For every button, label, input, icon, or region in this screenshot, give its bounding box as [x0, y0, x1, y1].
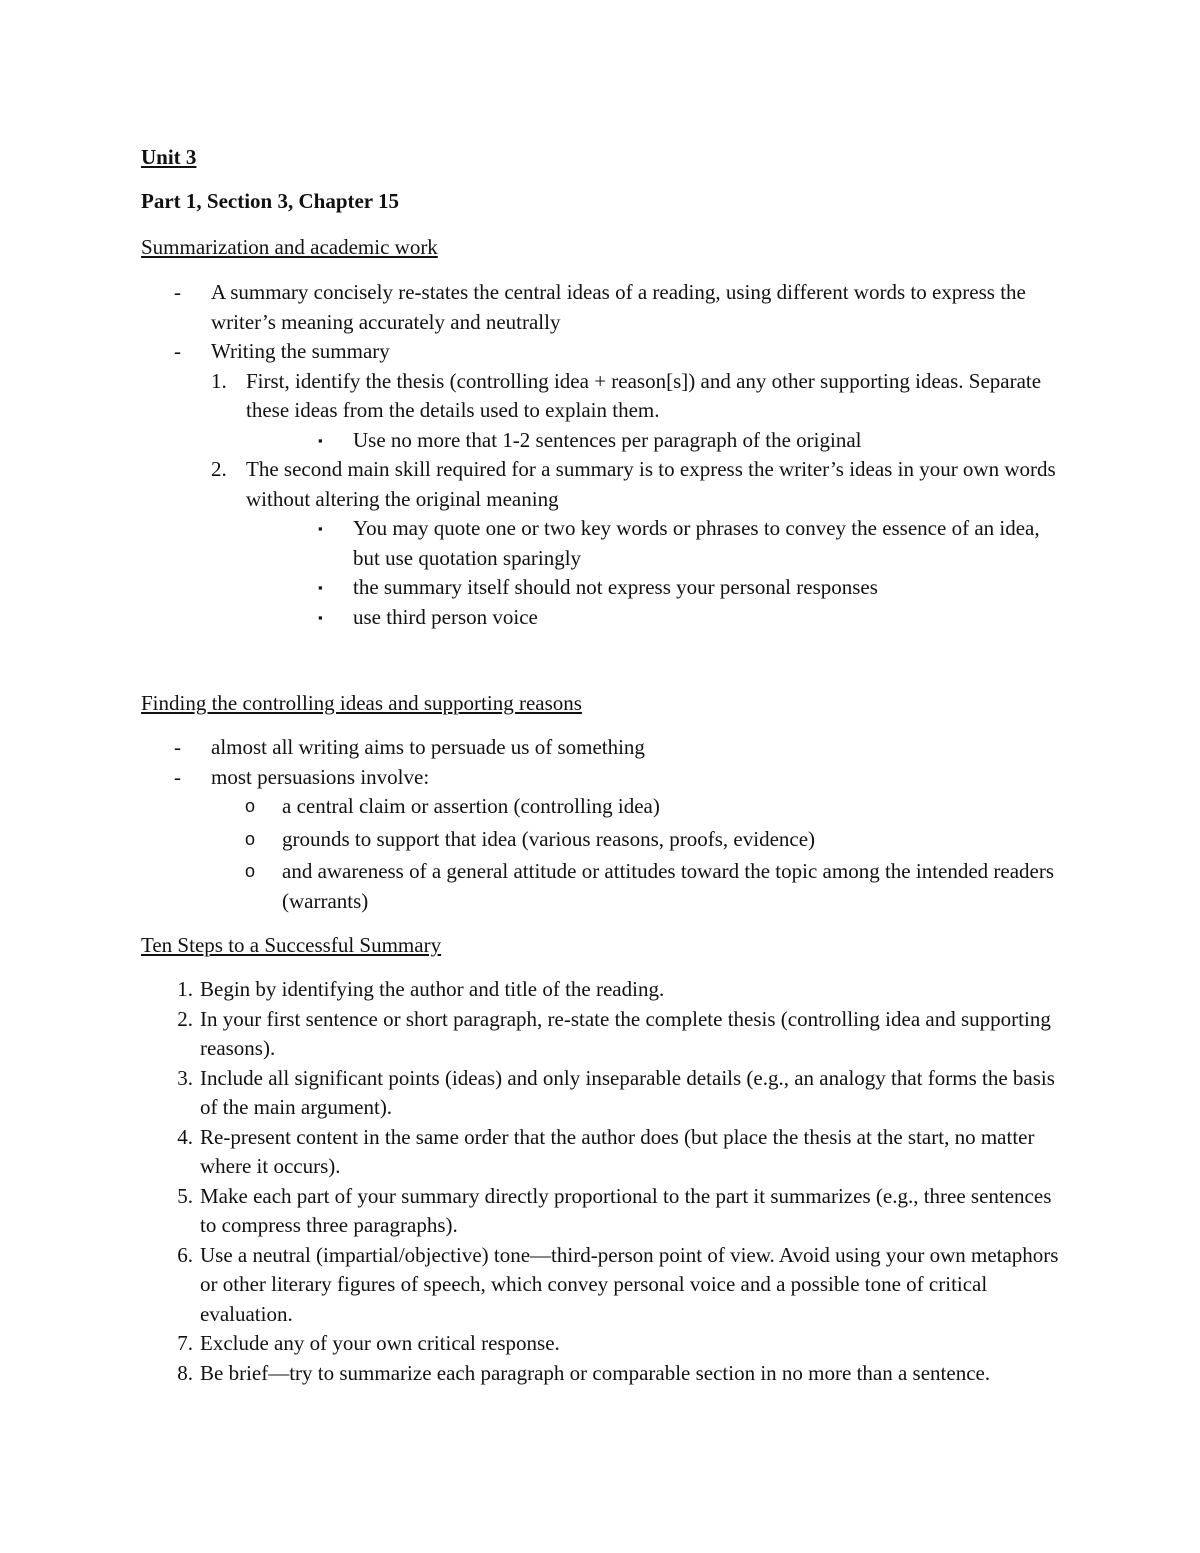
list-item-text: You may quote one or two key words or phrases to convey the essence of an idea, but use quotation sparingly: [353, 516, 1040, 570]
list-item-text: use third person voice: [353, 604, 538, 629]
controlling-ideas-list: [174, 733, 1061, 916]
list-item-text: Begin by identifying the author and title of the reading.: [200, 977, 665, 1001]
list-item-text: In your first sentence or short paragraph, re-state the complete thesis (controlling idea and supporting reasons).: [200, 1006, 1051, 1060]
list-item: [245, 792, 1061, 822]
list-item-text: grounds to support that idea (various reasons, proofs, evidence): [282, 826, 816, 851]
list-item-text: Use no more that 1-2 sentences per paragraph of the original: [353, 427, 862, 452]
list-item-text: Include all significant points (ideas) and only inseparable details (e.g., an analogy that forms the basis of the main argument).: [200, 1065, 1055, 1119]
list-item: [177, 975, 1060, 1005]
section-heading-controlling-ideas: Finding the controlling ideas and supporting reasons: [141, 691, 582, 715]
unit-title: Unit 3: [141, 145, 197, 169]
list-item-text: A summary concisely re-states the central ideas of a reading, using different words to express the writer’s meaning accurately and neutrally: [211, 280, 1026, 334]
list-item: [318, 426, 1061, 456]
list-item: [177, 1241, 1060, 1330]
list-item-text: Be brief—try to summarize each paragraph or comparable section in no more than a sentence.: [200, 1360, 991, 1385]
list-item-text: Re-present content in the same order that the author does (but place the thesis at the start, no matter where it occurs).: [200, 1124, 1035, 1178]
dash-marker: -: [174, 339, 181, 363]
sub-list: [246, 426, 1061, 456]
circle-bullet-icon: o: [245, 828, 256, 849]
number-marker: 4.: [177, 1124, 193, 1149]
number-marker: 7.: [177, 1331, 193, 1355]
list-item: [177, 1005, 1060, 1064]
list-item: [174, 763, 1061, 917]
ten-steps-list: [177, 975, 1060, 1388]
dash-marker: -: [174, 764, 181, 789]
list-item: [174, 337, 1061, 632]
summarization-list: [174, 278, 1061, 632]
sub-list: [246, 514, 1061, 632]
square-bullet-icon: ▪: [318, 609, 323, 625]
number-marker: 1.: [177, 977, 193, 1001]
square-bullet-icon: ▪: [318, 580, 323, 595]
list-item-text: Writing the summary: [211, 339, 390, 363]
square-bullet-icon: ▪: [318, 432, 323, 448]
list-item-text: almost all writing aims to persuade us of something: [211, 735, 645, 759]
list-item-text: Use a neutral (impartial/objective) tone—third-person point of view. Avoid using your own metaphors or other literary figures of speech, which convey personal voice and a possible tone of critical evaluation.: [200, 1242, 1059, 1326]
square-bullet-icon: ▪: [318, 521, 323, 536]
section-heading-ten-steps: Ten Steps to a Successful Summary: [141, 933, 442, 957]
circle-bullet-icon: o: [245, 796, 256, 816]
list-item: [211, 455, 1061, 632]
list-item: [177, 1182, 1060, 1241]
number-marker: 1.: [211, 368, 227, 393]
list-item: [211, 367, 1061, 456]
number-marker: 8.: [177, 1360, 193, 1385]
circle-bullet-icon: o: [245, 861, 256, 881]
list-item: [318, 603, 1061, 633]
list-item: [245, 857, 1061, 916]
part-title: Part 1, Section 3, Chapter 15: [141, 189, 399, 213]
list-item: [177, 1064, 1060, 1123]
number-marker: 5.: [177, 1183, 193, 1208]
list-item: [318, 573, 1061, 603]
list-item: [177, 1329, 1060, 1359]
list-item: [318, 514, 1061, 573]
number-marker: 2.: [211, 457, 227, 481]
persuasion-parts-list: [211, 792, 1061, 916]
list-item-text: a central claim or assertion (controlling idea): [282, 794, 660, 818]
list-item: [174, 733, 1061, 763]
list-item: [174, 278, 1061, 337]
list-item: [177, 1123, 1060, 1182]
section-heading-summarization: Summarization and academic work: [141, 235, 438, 259]
writing-steps-list: [211, 367, 1061, 633]
number-marker: 2.: [177, 1006, 193, 1031]
list-item-text: The second main skill required for a summary is to express the writer’s ideas in your own words without altering the original meaning: [246, 457, 1056, 511]
list-item: [245, 825, 1061, 855]
dash-marker: -: [174, 735, 181, 759]
list-item-text: and awareness of a general attitude or attitudes toward the topic among the intended readers (warrants): [282, 859, 1055, 913]
list-item-text: most persuasions involve:: [211, 764, 430, 789]
list-item-text: First, identify the thesis (controlling idea + reason[s]) and any other supporting ideas. Separate these ideas from the details used to explain them.: [246, 368, 1042, 422]
dash-marker: -: [174, 280, 181, 304]
list-item-text: Make each part of your summary directly proportional to the part it summarizes (e.g., three sentences to compress three paragraphs).: [200, 1183, 1052, 1237]
list-item: [177, 1359, 1060, 1389]
number-marker: 6.: [177, 1242, 193, 1267]
list-item-text: the summary itself should not express your personal responses: [353, 575, 878, 599]
list-item-text: Exclude any of your own critical response.: [200, 1331, 560, 1355]
number-marker: 3.: [177, 1065, 193, 1090]
